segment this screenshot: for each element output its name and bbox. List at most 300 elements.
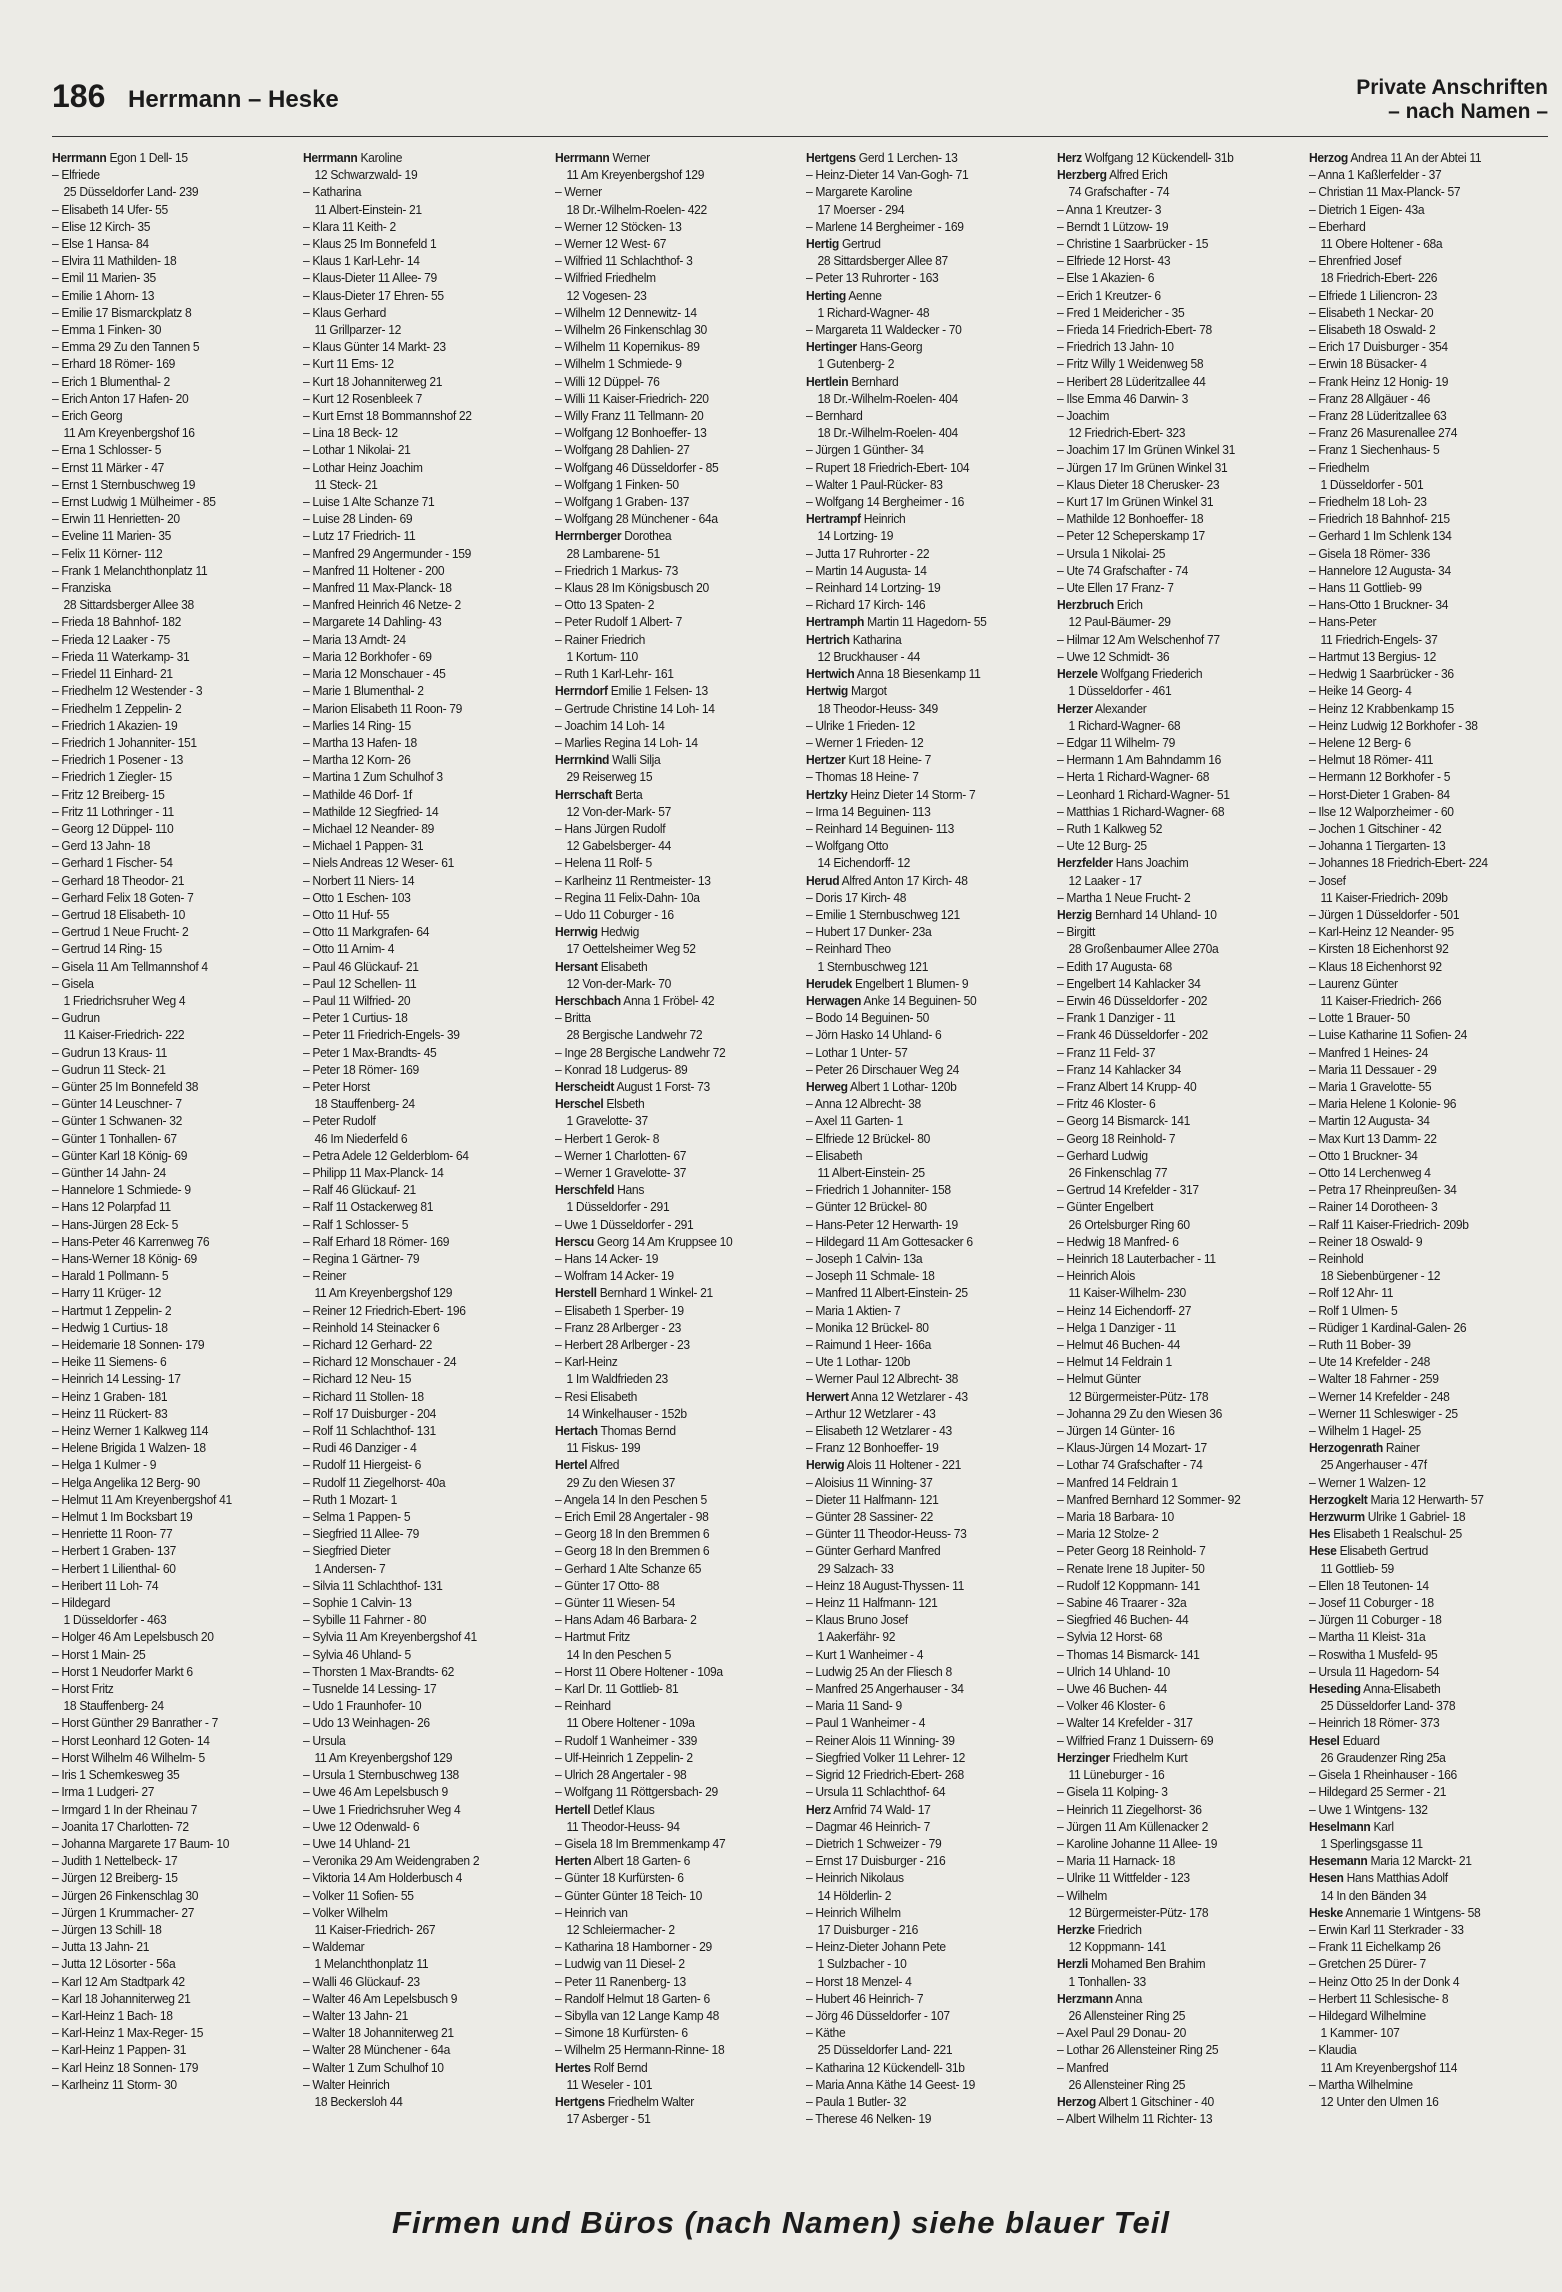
entry-text: Anna 12 Wetzlarer - 43 <box>848 1389 968 1404</box>
directory-entry <box>303 460 533 477</box>
directory-entry <box>303 1578 533 1595</box>
entry-text: – Hermann 12 Borkhofer - 5 <box>1308 770 1450 785</box>
entry-text: – Friedhelm 1 Zeppelin- 2 <box>52 701 182 716</box>
directory-entry <box>1309 1423 1539 1440</box>
directory-entry <box>52 1956 282 1973</box>
entry-text: – Sylvia 46 Uhland- 5 <box>303 1647 412 1662</box>
directory-entry <box>52 666 282 683</box>
surname: Herstell <box>554 1286 597 1301</box>
directory-entry <box>555 580 785 597</box>
entry-text: – Reinhard 14 Lortzing- 19 <box>805 581 941 596</box>
entry-text: – Wolfgang 1 Graben- 137 <box>554 495 689 510</box>
directory-entry <box>303 614 533 631</box>
directory-entry <box>806 1819 1036 1836</box>
directory-entry <box>303 1182 533 1199</box>
entry-text: – Regina 1 Gärtner- 79 <box>303 1252 420 1266</box>
entry-text: – Emma 29 Zu den Tannen 5 <box>52 340 200 355</box>
entry-text: 17 Oettelsheimer Weg 52 <box>566 942 696 957</box>
entry-text: – Ellen 18 Teutonen- 14 <box>1308 1578 1429 1593</box>
entry-text: – Hans Adam 46 Barbara- 2 <box>554 1613 697 1628</box>
entry-text: – Franz 14 Kahlacker 34 <box>1057 1062 1182 1077</box>
directory-entry <box>1309 1492 1539 1509</box>
entry-text: – Klaus 28 Im Königsbusch 20 <box>554 581 709 596</box>
entry-text: – Gerhard Felix 18 Goten- 7 <box>52 890 194 905</box>
directory-entry <box>52 425 282 442</box>
entry-text: Bernhard 1 Winkel- 21 <box>596 1286 713 1301</box>
directory-entry <box>806 1922 1036 1939</box>
directory-entry <box>555 597 785 614</box>
entry-text: 11 Kaiser-Friedrich- 209b <box>1320 890 1448 905</box>
entry-text: – Udo 1 Fraunhofer- 10 <box>303 1699 422 1714</box>
entry-text: – Thorsten 1 Max-Brandts- 62 <box>303 1664 455 1679</box>
directory-entry <box>1057 1733 1287 1750</box>
directory-entry <box>806 683 1036 700</box>
directory-entry <box>52 1406 282 1423</box>
directory-entry <box>1057 167 1287 184</box>
directory-entry <box>303 546 533 563</box>
surname: Herzogkelt <box>1308 1492 1368 1507</box>
entry-text: – Gudrun 13 Kraus- 11 <box>52 1045 168 1060</box>
directory-entry <box>555 1251 785 1268</box>
entry-text: – Paul 46 Glückauf- 21 <box>303 959 419 974</box>
directory-entry <box>1309 1888 1539 1905</box>
directory-entry <box>52 1320 282 1337</box>
directory-entry <box>1309 1681 1539 1698</box>
entry-text: 46 Im Niederfeld 6 <box>314 1131 408 1146</box>
directory-entry <box>1057 821 1287 838</box>
entry-text: – Maria 13 Arndt- 24 <box>303 632 407 647</box>
entry-text: – Rainer 14 Dorotheen- 3 <box>1308 1200 1438 1215</box>
entry-text: – Erwin 18 Büsacker- 4 <box>1308 357 1427 372</box>
directory-entry <box>1309 1113 1539 1130</box>
directory-entry <box>806 1784 1036 1801</box>
directory-entry <box>303 1457 533 1474</box>
entry-text: – Dagmar 46 Heinrich- 7 <box>805 1819 930 1834</box>
directory-entry <box>303 253 533 270</box>
directory-entry <box>555 752 785 769</box>
directory-entry <box>52 1543 282 1560</box>
entry-text: 11 Kaiser-Friedrich- 267 <box>314 1922 436 1937</box>
directory-entry <box>1309 408 1539 425</box>
directory-entry <box>555 1268 785 1285</box>
entry-text: Gerd 1 Lerchen- 13 <box>855 151 958 165</box>
directory-entry <box>52 1664 282 1681</box>
directory-entry <box>806 2025 1036 2042</box>
directory-entry <box>555 528 785 545</box>
entry-text: 11 Albert-Einstein- 21 <box>314 202 423 217</box>
directory-entry <box>1057 1337 1287 1354</box>
directory-entry <box>806 890 1036 907</box>
directory-entry <box>1309 150 1539 167</box>
entry-text: – Henriette 11 Roon- 77 <box>52 1527 173 1542</box>
entry-text: Friedhelm Walter <box>604 2094 694 2109</box>
entry-text: – Reinhold <box>1308 1252 1364 1266</box>
entry-text: – Klaus Günter 14 Markt- 23 <box>303 340 447 355</box>
directory-entry <box>303 1371 533 1388</box>
directory-entry <box>1309 1079 1539 1096</box>
entry-text: – Siegfried Volker 11 Lehrer- 12 <box>805 1750 966 1765</box>
directory-entry <box>1309 597 1539 614</box>
entry-text: – Friedrich 1 Markus- 73 <box>554 563 678 578</box>
entry-text: – Herbert 1 Graben- 137 <box>52 1544 177 1559</box>
directory-entry <box>806 1733 1036 1750</box>
directory-entry <box>1309 1939 1539 1956</box>
entry-text: – Elfriede 12 Brückel- 80 <box>805 1131 930 1146</box>
directory-entry <box>1057 855 1287 872</box>
entry-text: – Iris 1 Schemkesweg 35 <box>52 1768 180 1783</box>
entry-text: – Manfred 11 Holtener - 200 <box>303 563 445 578</box>
directory-entry <box>555 1354 785 1371</box>
directory-entry <box>52 511 282 528</box>
directory-entry <box>1309 718 1539 735</box>
entry-text: – Joachim 14 Loh- 14 <box>554 718 665 733</box>
directory-entry <box>806 632 1036 649</box>
directory-entry <box>1309 1819 1539 1836</box>
directory-entry <box>52 1371 282 1388</box>
directory-entry <box>1057 649 1287 666</box>
entry-text: – Walter 28 Münchener - 64a <box>303 2043 451 2058</box>
entry-text: – Harry 11 Krüger- 12 <box>52 1286 161 1301</box>
directory-entry <box>1309 288 1539 305</box>
directory-entry <box>303 1733 533 1750</box>
directory-entry <box>303 322 533 339</box>
entry-text: 12 Schleiermacher- 2 <box>566 1922 675 1937</box>
entry-text: – Hubert 17 Dunker- 23a <box>805 925 932 940</box>
entry-text: 74 Grafschafter - 74 <box>1068 185 1170 200</box>
directory-entry <box>806 804 1036 821</box>
entry-text: – Erich 17 Duisburger - 354 <box>1308 340 1448 355</box>
directory-entry <box>1309 511 1539 528</box>
directory-entry <box>52 528 282 545</box>
entry-text: – Kirsten 18 Eichenhorst 92 <box>1308 942 1449 957</box>
directory-entry <box>806 1131 1036 1148</box>
entry-text: – Günter Engelbert <box>1057 1200 1154 1215</box>
directory-entry <box>303 804 533 821</box>
surname: Herrnberger <box>554 529 621 544</box>
directory-entry <box>1057 1182 1287 1199</box>
entry-text: – Hartmut 1 Zeppelin- 2 <box>52 1303 172 1318</box>
entry-text: – Ursula 1 Nikolai- 25 <box>1057 546 1166 561</box>
entry-text: – Richard 12 Neu- 15 <box>303 1372 412 1387</box>
entry-text: – Rudolf 11 Ziegelhorst- 40a <box>303 1475 446 1490</box>
entry-text: – Walter Heinrich <box>303 2077 390 2092</box>
entry-text: – Gertrud 14 Ring- 15 <box>52 942 162 957</box>
directory-entry <box>555 632 785 649</box>
directory-entry <box>1057 735 1287 752</box>
directory-entry <box>1309 253 1539 270</box>
directory-entry <box>1309 477 1539 494</box>
directory-entry <box>52 1612 282 1629</box>
directory-entry <box>52 580 282 597</box>
entry-text: 26 Graudenzer Ring 25a <box>1320 1750 1446 1765</box>
directory-entry <box>52 597 282 614</box>
entry-text: – Jürgen 17 Im Grünen Winkel 31 <box>1057 460 1228 475</box>
directory-entry <box>1309 1320 1539 1337</box>
surname: Herzberg <box>1057 168 1108 183</box>
entry-text: – Martha 12 Korn- 26 <box>303 753 411 768</box>
directory-entry <box>52 1819 282 1836</box>
entry-text: – Herbert 11 Schlesische- 8 <box>1308 1991 1448 2006</box>
entry-text: – Martha 11 Kleist- 31a <box>1308 1630 1426 1645</box>
directory-entry <box>52 890 282 907</box>
entry-text: – Frank 46 Düsseldorfer - 202 <box>1057 1028 1209 1043</box>
surname: Hertwich <box>805 667 855 682</box>
directory-entry <box>303 1543 533 1560</box>
directory-entry <box>1057 374 1287 391</box>
entry-text: – Ernst Ludwig 1 Mülheimer - 85 <box>52 495 216 510</box>
directory-entry <box>52 546 282 563</box>
directory-entry <box>303 1389 533 1406</box>
entry-text: – Maria 1 Aktien- 7 <box>805 1303 901 1318</box>
entry-text: – Erwin 11 Henrietten- 20 <box>52 512 180 527</box>
directory-entry <box>52 649 282 666</box>
directory-entry <box>806 202 1036 219</box>
directory-entry <box>1057 1750 1287 1767</box>
directory-entry <box>806 924 1036 941</box>
directory-entry <box>52 1182 282 1199</box>
entry-text: – Johanna 29 Zu den Wiesen 36 <box>1057 1406 1223 1421</box>
directory-entry <box>806 1578 1036 1595</box>
entry-text: – Werner 1 Gravelotte- 37 <box>554 1165 686 1180</box>
entry-text: – Rudi 46 Danziger - 4 <box>303 1441 417 1456</box>
directory-entry <box>1309 2077 1539 2094</box>
directory-entry <box>806 907 1036 924</box>
directory-entry <box>1309 1647 1539 1664</box>
entry-text: Walli Silja <box>608 753 661 768</box>
directory-entry <box>1057 1320 1287 1337</box>
directory-entry <box>806 614 1036 631</box>
directory-entry <box>52 236 282 253</box>
directory-entry <box>1057 219 1287 236</box>
entry-text: – Sibylla van 12 Lange Kamp 48 <box>554 2008 719 2023</box>
directory-entry <box>555 1664 785 1681</box>
entry-text: – Günter 11 Wiesen- 54 <box>554 1596 675 1611</box>
entry-text: – Wilfried Friedhelm <box>554 271 656 286</box>
entry-text: 29 Salzach- 33 <box>817 1561 894 1576</box>
directory-entry <box>1309 1217 1539 1234</box>
directory-entry <box>555 1888 785 1905</box>
directory-entry <box>52 804 282 821</box>
entry-text: – Udo 13 Weinhagen- 26 <box>303 1716 431 1731</box>
directory-entry <box>1309 1457 1539 1474</box>
directory-entry <box>555 873 785 890</box>
entry-text: – Ruth 11 Bober- 39 <box>1308 1338 1411 1353</box>
directory-entry <box>1057 838 1287 855</box>
directory-entry <box>52 993 282 1010</box>
entry-text: – Elfriede 1 Liliencron- 23 <box>1308 288 1437 303</box>
entry-text: – Herta 1 Richard-Wagner- 68 <box>1057 770 1210 785</box>
directory-entry <box>806 1268 1036 1285</box>
directory-entry <box>555 2111 785 2128</box>
entry-text: – Fritz 11 Lothringer - 11 <box>52 804 174 819</box>
directory-entry <box>806 2060 1036 2077</box>
entry-text: 18 Theodor-Heuss- 349 <box>817 701 938 716</box>
entry-text: – Paul 1 Wanheimer - 4 <box>805 1716 926 1731</box>
directory-entry <box>303 408 533 425</box>
entry-text: – Marlies 14 Ring- 15 <box>303 718 412 733</box>
directory-entry <box>806 1027 1036 1044</box>
entry-text: 12 Gabelsberger- 44 <box>566 839 671 854</box>
entry-text: 12 Laaker - 17 <box>1068 873 1143 888</box>
entry-text: – Rolf 17 Duisburger - 204 <box>303 1406 437 1421</box>
directory-entry <box>555 1698 785 1715</box>
entry-text: – Horst 1 Neudorfer Markt 6 <box>52 1664 193 1679</box>
directory-entry <box>303 1526 533 1543</box>
entry-text: – Friedhelm 12 Westender - 3 <box>52 684 203 699</box>
directory-entry <box>303 1045 533 1062</box>
directory-entry <box>806 1251 1036 1268</box>
directory-entry <box>806 1337 1036 1354</box>
directory-entry <box>1057 1027 1287 1044</box>
entry-text: – Hans-Peter 12 Herwarth- 19 <box>805 1217 958 1232</box>
directory-entry <box>1309 1802 1539 1819</box>
entry-text: – Axel Paul 29 Donau- 20 <box>1057 2026 1187 2041</box>
entry-text: – Franz 1 Siechenhaus- 5 <box>1308 443 1440 458</box>
directory-entry <box>303 632 533 649</box>
directory-entry <box>303 2042 533 2059</box>
directory-entry <box>303 1131 533 1148</box>
entry-text: Egon 1 Dell- 15 <box>106 151 188 165</box>
directory-entry <box>1309 374 1539 391</box>
entry-text: – Hans-Peter 46 Karrenweg 76 <box>52 1234 210 1249</box>
directory-entry <box>555 941 785 958</box>
entry-text: – Selma 1 Pappen- 5 <box>303 1510 411 1525</box>
entry-text: – Walter 18 Johanniterweg 21 <box>303 2026 455 2041</box>
entry-text: – Wilhelm 25 Hermann-Rinne- 18 <box>554 2043 724 2058</box>
entry-text: – Erich 1 Blumenthal- 2 <box>52 374 170 389</box>
entry-text: – Kurt 18 Johanniterweg 21 <box>303 374 443 389</box>
directory-entry <box>555 322 785 339</box>
entry-text: Erich <box>1114 598 1143 613</box>
entry-text: Katharina <box>849 632 902 647</box>
directory-entry <box>52 1010 282 1027</box>
entry-text: 11 Kaiser-Wilhelm- 230 <box>1068 1286 1187 1301</box>
entry-text: – Martin 14 Augusta- 14 <box>805 563 927 578</box>
directory-entry <box>303 339 533 356</box>
entry-text: – Otto 11 Huf- 55 <box>303 907 390 922</box>
entry-text: – Felix 11 Körner- 112 <box>52 546 163 561</box>
directory-entry <box>303 1870 533 1887</box>
entry-text: – Franz 28 Allgäuer - 46 <box>1308 391 1430 406</box>
directory-entry <box>1057 460 1287 477</box>
entry-text: – Simone 18 Kurfürsten- 6 <box>554 2026 688 2041</box>
directory-entry <box>1309 1268 1539 1285</box>
directory-entry <box>1309 236 1539 253</box>
directory-entry <box>52 442 282 459</box>
surname: Hesemann <box>1308 1854 1368 1869</box>
entry-text: – Ruth 1 Karl-Lehr- 161 <box>554 667 674 682</box>
entry-text: 12 Schwarzwald- 19 <box>314 168 418 183</box>
directory-entry <box>806 1148 1036 1165</box>
entry-text: – Jutta 12 Lösorter - 56a <box>52 1957 176 1972</box>
directory-entry <box>1309 1096 1539 1113</box>
directory-entry <box>52 787 282 804</box>
entry-text: Gertrud <box>838 237 881 252</box>
directory-entry <box>52 1681 282 1698</box>
surname: Hertrich <box>805 632 850 647</box>
entry-text: – Karl-Heinz 12 Neander- 95 <box>1308 925 1454 940</box>
directory-entry <box>303 1320 533 1337</box>
surname: Herz <box>805 1802 831 1817</box>
entry-text: – Fred 1 Meidericher - 35 <box>1057 305 1185 320</box>
entry-text: – Helmut 14 Feldrain 1 <box>1057 1355 1173 1370</box>
directory-entry <box>1057 1389 1287 1406</box>
surname: Herzog <box>1057 2094 1097 2109</box>
directory-entry <box>1309 1027 1539 1044</box>
entry-text: – Hans-Werner 18 König- 69 <box>52 1252 197 1266</box>
directory-entry <box>555 202 785 219</box>
directory-entry <box>555 546 785 563</box>
entry-text: – Petra Adele 12 Gelderblom- 64 <box>303 1148 470 1163</box>
entry-text: – Reiner 18 Oswald- 9 <box>1308 1234 1422 1249</box>
entry-text: 12 Von-der-Mark- 70 <box>566 976 671 991</box>
surname: Herrmann <box>554 151 610 165</box>
directory-entry <box>1057 804 1287 821</box>
entry-text: 18 Stauffenberg- 24 <box>63 1699 164 1714</box>
entry-text: – Maria 18 Barbara- 10 <box>1057 1510 1175 1525</box>
entry-text: – Peter 1 Curtius- 18 <box>303 1011 408 1026</box>
directory-entry <box>52 1853 282 1870</box>
directory-entry <box>52 735 282 752</box>
entry-text: Anna <box>1113 1991 1143 2006</box>
directory-entry <box>806 1991 1036 2008</box>
directory-entry <box>303 1629 533 1646</box>
entry-text: – Horst Wilhelm 46 Wilhelm- 5 <box>52 1750 205 1765</box>
entry-text: – Heinz-Dieter 14 Van-Gogh- 71 <box>805 168 969 183</box>
directory-entry <box>1309 941 1539 958</box>
directory-entry <box>1309 1836 1539 1853</box>
directory-entry <box>806 1303 1036 1320</box>
directory-entry <box>1057 701 1287 718</box>
directory-entry <box>1309 1062 1539 1079</box>
surname: Herzog <box>1308 151 1348 165</box>
entry-text: 26 Allensteiner Ring 25 <box>1068 2008 1186 2023</box>
directory-entry <box>1057 1165 1287 1182</box>
entry-text: – Hedwig 1 Curtius- 18 <box>52 1320 168 1335</box>
directory-entry <box>1057 1475 1287 1492</box>
entry-text: – Fritz Willy 1 Weidenweg 58 <box>1057 357 1204 372</box>
directory-entry <box>555 1767 785 1784</box>
entry-text: – Karl-Heinz 1 Bach- 18 <box>52 2008 173 2023</box>
directory-entry <box>1057 1079 1287 1096</box>
directory-entry <box>52 1475 282 1492</box>
directory-entry <box>303 1354 533 1371</box>
directory-entry <box>1309 924 1539 941</box>
directory-entry <box>1057 1440 1287 1457</box>
entry-text: – Judith 1 Nettelbeck- 17 <box>52 1854 178 1869</box>
entry-text: – Rolf 11 Schlachthof- 131 <box>303 1424 437 1439</box>
directory-entry <box>1057 150 1287 167</box>
directory-entry <box>1309 1905 1539 1922</box>
directory-entry <box>806 1492 1036 1509</box>
directory-entry <box>1309 1285 1539 1302</box>
entry-text: Albert 18 Garten- 6 <box>590 1854 690 1869</box>
entry-text: – Friedrich 1 Posener - 13 <box>52 753 184 768</box>
directory-entry <box>303 1027 533 1044</box>
surname: Herrschaft <box>554 787 612 802</box>
entry-text: – Franz 12 Bonhoeffer- 19 <box>805 1441 939 1456</box>
entry-text: – Lotte 1 Brauer- 50 <box>1308 1011 1410 1026</box>
surname: Hertlein <box>805 374 849 389</box>
entry-text: – Ludwig 25 An der Fliesch 8 <box>805 1664 952 1679</box>
directory-entry <box>555 1715 785 1732</box>
directory-entry <box>806 150 1036 167</box>
entry-text: – Rudolf 11 Hiergeist- 6 <box>303 1458 422 1473</box>
surname: Herwagen <box>805 993 862 1008</box>
entry-text: – Walter 46 Am Lepelsbusch 9 <box>303 1991 458 2006</box>
entry-text: 14 Winkelhauser - 152b <box>566 1406 687 1421</box>
surname: Herrmann <box>303 151 358 165</box>
